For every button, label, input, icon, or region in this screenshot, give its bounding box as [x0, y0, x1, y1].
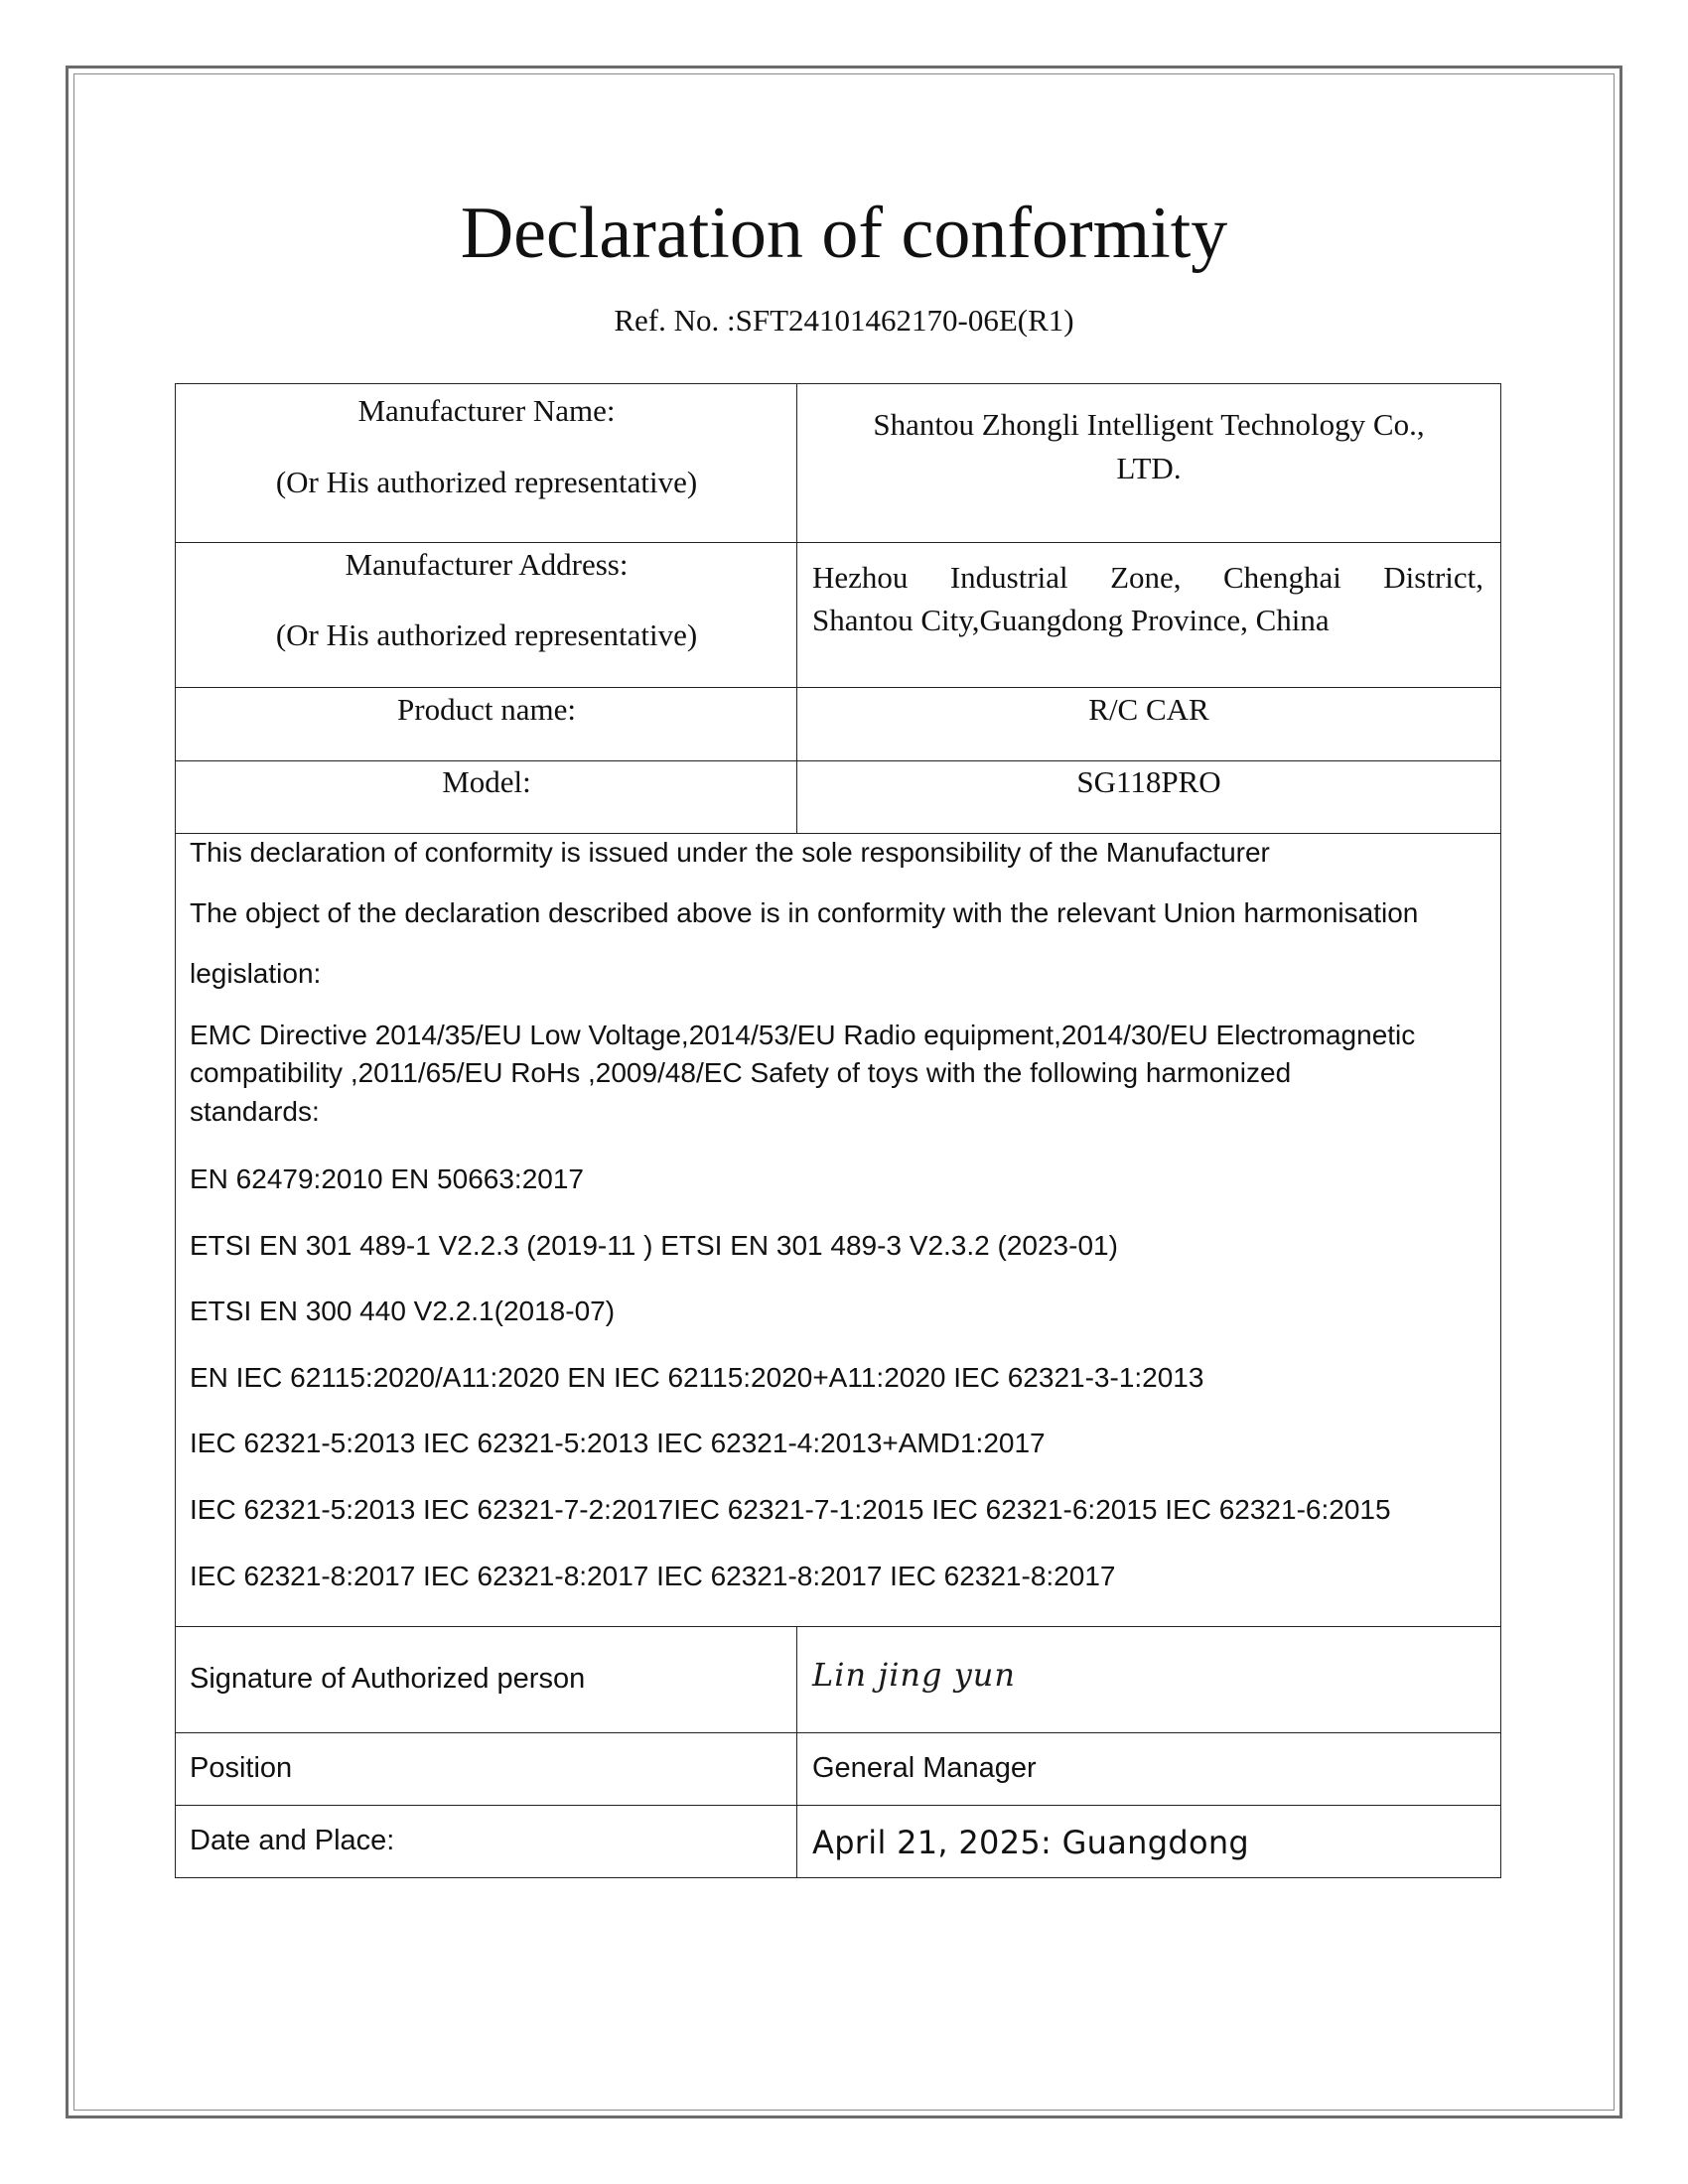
- date-place-value: April 21, 2025: Guangdong: [812, 1824, 1250, 1861]
- table-divider: [175, 1732, 1501, 1733]
- manufacturer-address-value: Hezhou Industrial Zone, Chenghai District,: [812, 560, 1483, 595]
- standards-line: IEC 62321-8:2017 IEC 62321-8:2017 IEC 62321-8:2017 IEC 62321-8:2017: [190, 1561, 1116, 1591]
- table-column-divider: [796, 1626, 797, 1878]
- handwritten-signature: Lin jing yun: [812, 1656, 1016, 1694]
- table-divider: [175, 1626, 1501, 1627]
- conformity-statement: The object of the declaration described above is in conformity with the relevant Union harmonisation: [190, 897, 1419, 928]
- conformity-statement-continued: legislation:: [190, 958, 322, 989]
- reference-number: Ref. No. :SFT24101462170-06E(R1): [614, 303, 1074, 338]
- date-place-label: Date and Place:: [190, 1825, 395, 1856]
- directives-text-continued: compatibility ,2011/65/EU RoHs ,2009/48/EC Safety of toys with the following harmonized: [190, 1057, 1292, 1088]
- standards-line: IEC 62321-5:2013 IEC 62321-5:2013 IEC 62321-4:2013+AMD1:2017: [190, 1428, 1046, 1458]
- manufacturer-address-sublabel: (Or His authorized representative): [275, 617, 698, 652]
- manufacturer-name-sublabel: (Or His authorized representative): [275, 465, 698, 499]
- table-column-divider: [796, 383, 797, 833]
- manufacturer-address-label: Manufacturer Address:: [345, 547, 629, 582]
- model-label: Model:: [442, 764, 531, 799]
- manufacturer-name-value: Shantou Zhongli Intelligent Technology Co.,: [873, 407, 1425, 442]
- table-divider: [175, 542, 1501, 543]
- standards-line: EN 62479:2010 EN 50663:2017: [190, 1163, 584, 1194]
- standards-line: IEC 62321-5:2013 IEC 62321-7-2:2017IEC 62321-7-1:2015 IEC 62321-6:2015 IEC 62321-6:2015: [190, 1494, 1391, 1525]
- standards-line: EN IEC 62115:2020/A11:2020 EN IEC 62115:2020+A11:2020 IEC 62321-3-1:2013: [190, 1362, 1204, 1393]
- standards-line: ETSI EN 301 489-1 V2.2.3 (2019-11 ) ETSI EN 301 489-3 V2.3.2 (2023-01): [190, 1230, 1118, 1261]
- declaration-statement: This declaration of conformity is issued under the sole responsibility of the Manufacturer: [190, 837, 1270, 868]
- directives-text: EMC Directive 2014/35/EU Low Voltage,2014/53/EU Radio equipment,2014/30/EU Electromagnetic: [190, 1020, 1416, 1050]
- document-title: Declaration of conformity: [460, 193, 1228, 274]
- table-divider: [175, 760, 1501, 761]
- directives-text-continued: standards:: [190, 1096, 320, 1127]
- manufacturer-address-value-continued: Shantou City,Guangdong Province, China: [812, 603, 1330, 637]
- position-value: General Manager: [812, 1752, 1037, 1784]
- model-value: SG118PRO: [1076, 764, 1221, 799]
- standards-line: ETSI EN 300 440 V2.2.1(2018-07): [190, 1296, 616, 1326]
- product-name-label: Product name:: [397, 692, 576, 727]
- signature-label: Signature of Authorized person: [190, 1663, 586, 1695]
- table-divider: [175, 687, 1501, 688]
- table-divider: [175, 1805, 1501, 1806]
- manufacturer-name-value-continued: LTD.: [1116, 451, 1182, 485]
- position-label: Position: [190, 1752, 293, 1784]
- product-name-value: R/C CAR: [1088, 692, 1209, 727]
- manufacturer-name-label: Manufacturer Name:: [357, 393, 616, 428]
